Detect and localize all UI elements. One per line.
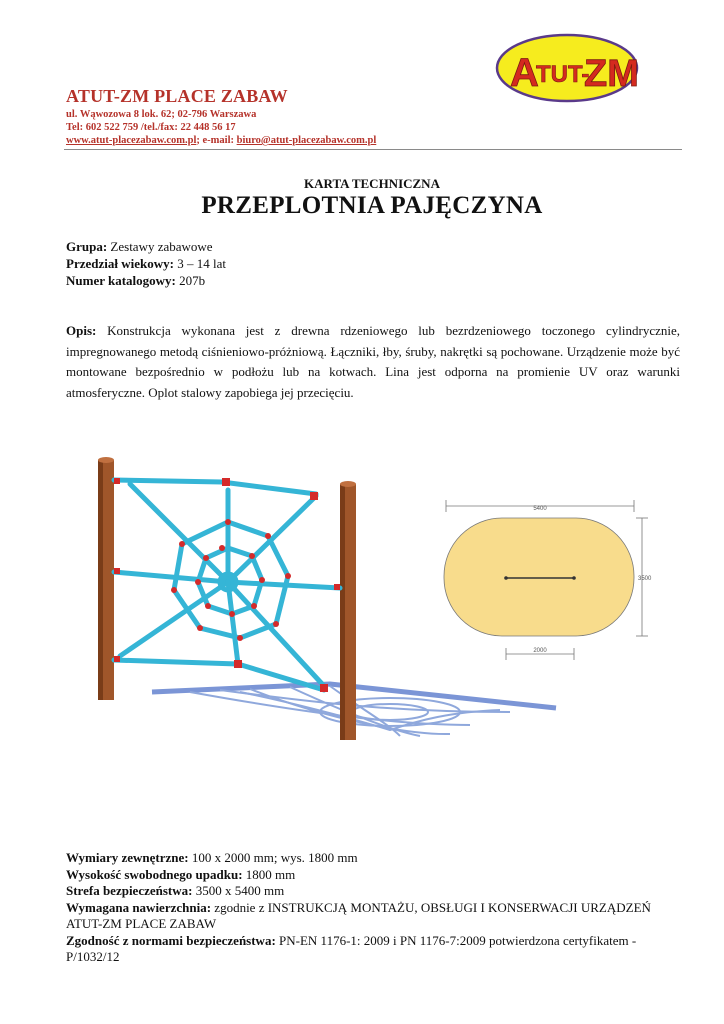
website-link[interactable]: www.atut-placezabaw.com.pl [66, 135, 197, 146]
zone-height-label: 3500 [638, 576, 652, 582]
specifications [66, 850, 666, 966]
spec-dimensions [66, 850, 666, 867]
spec-zone-value: 3500 x 5400 mm [192, 883, 285, 898]
email-link[interactable]: biuro@atut-placezabaw.com.pl [236, 135, 377, 146]
spec-fall-label: Wysokość swobodnego upadku: [66, 866, 243, 882]
description-text: Konstrukcja wykonana jest z drewna rdzeniowego lub bezrdzeniowego toczonego cylindrycznie, impregnowanego metodą ciśnieniowo-próżniową. Łączniki, łby, śruby, nakrętki są pochowane. Urządzenie może być montowane bezpośrednio w podłożu lub na kotwach. Lina jest odporna na promienie UV oraz warunki atmosferyczne. Oplot stalowy zapobiega jej przecięciu. [66, 323, 680, 400]
description-paragraph [66, 321, 680, 403]
company-name: ATUT-ZM PLACE ZABAW [66, 86, 288, 106]
document-title: PRZEPLOTNIA PAJĘCZYNA [201, 192, 543, 219]
device-length-label: 2000 [533, 648, 547, 654]
spec-fall-height [66, 867, 666, 884]
company-phone: Tel: 602 522 759 /tel./fax: 22 448 56 17 [66, 122, 236, 133]
group-value: Zestawy zabawowe [107, 239, 213, 254]
safety-zone-shape [444, 518, 634, 636]
description-label: Opis: [66, 323, 97, 338]
spec-zone-label: Strefa bezpieczeństwa: [66, 883, 193, 898]
spec-dimensions-label: Wymiary zewnętrzne: [66, 850, 189, 865]
company-address: ul. Wąwozowa 8 lok. 62; 02-796 Warszawa [66, 109, 257, 120]
age-row [66, 256, 226, 272]
logo-text-zm: ZM [584, 53, 639, 95]
zone-width-label: 5400 [533, 506, 547, 512]
spec-norms-label: Zgodność z normami bezpieczeństwa: [66, 932, 276, 948]
group-label: Grupa: [66, 239, 108, 254]
web-ropes [114, 480, 340, 690]
logo-text-tut: TUT- [536, 61, 590, 88]
spec-dimensions-value: 100 x 2000 mm; wys. 1800 mm [188, 850, 358, 865]
catalog-value: 207b [175, 273, 206, 288]
document-subtitle: KARTA TECHNICZNA [304, 176, 440, 191]
group-row [66, 239, 213, 255]
logo-letter-a: A [510, 51, 539, 95]
left-post [98, 457, 114, 700]
safety-zone-diagram [434, 496, 666, 660]
company-contact [66, 135, 376, 146]
spec-safety-zone [66, 883, 666, 900]
catalog-row [66, 273, 205, 289]
right-post [340, 481, 356, 740]
spec-fall-value: 1800 mm [242, 866, 296, 882]
company-logo [494, 32, 640, 104]
spec-norms-value: PN-EN 1176-1: 2009 i PN 1176-7:2009 potwierdzona certyfikatem - P/1032/12 [66, 932, 637, 964]
age-label: Przedział wiekowy: [66, 256, 174, 271]
spec-surface-value: zgodnie z INSTRUKCJĄ MONTAŻU, OBSŁUGI I KONSERWACJI URZĄDZEŃ ATUT-ZM PLACE ZABAW [66, 899, 651, 931]
catalog-label: Numer katalogowy: [66, 273, 176, 288]
spec-surface-label: Wymagana nawierzchnia: [66, 899, 212, 915]
age-value: 3 – 14 lat [173, 256, 226, 271]
email-label: ; e-mail: [196, 135, 237, 146]
spec-norms [66, 933, 666, 966]
header-divider [64, 149, 682, 150]
spec-surface [66, 900, 666, 933]
